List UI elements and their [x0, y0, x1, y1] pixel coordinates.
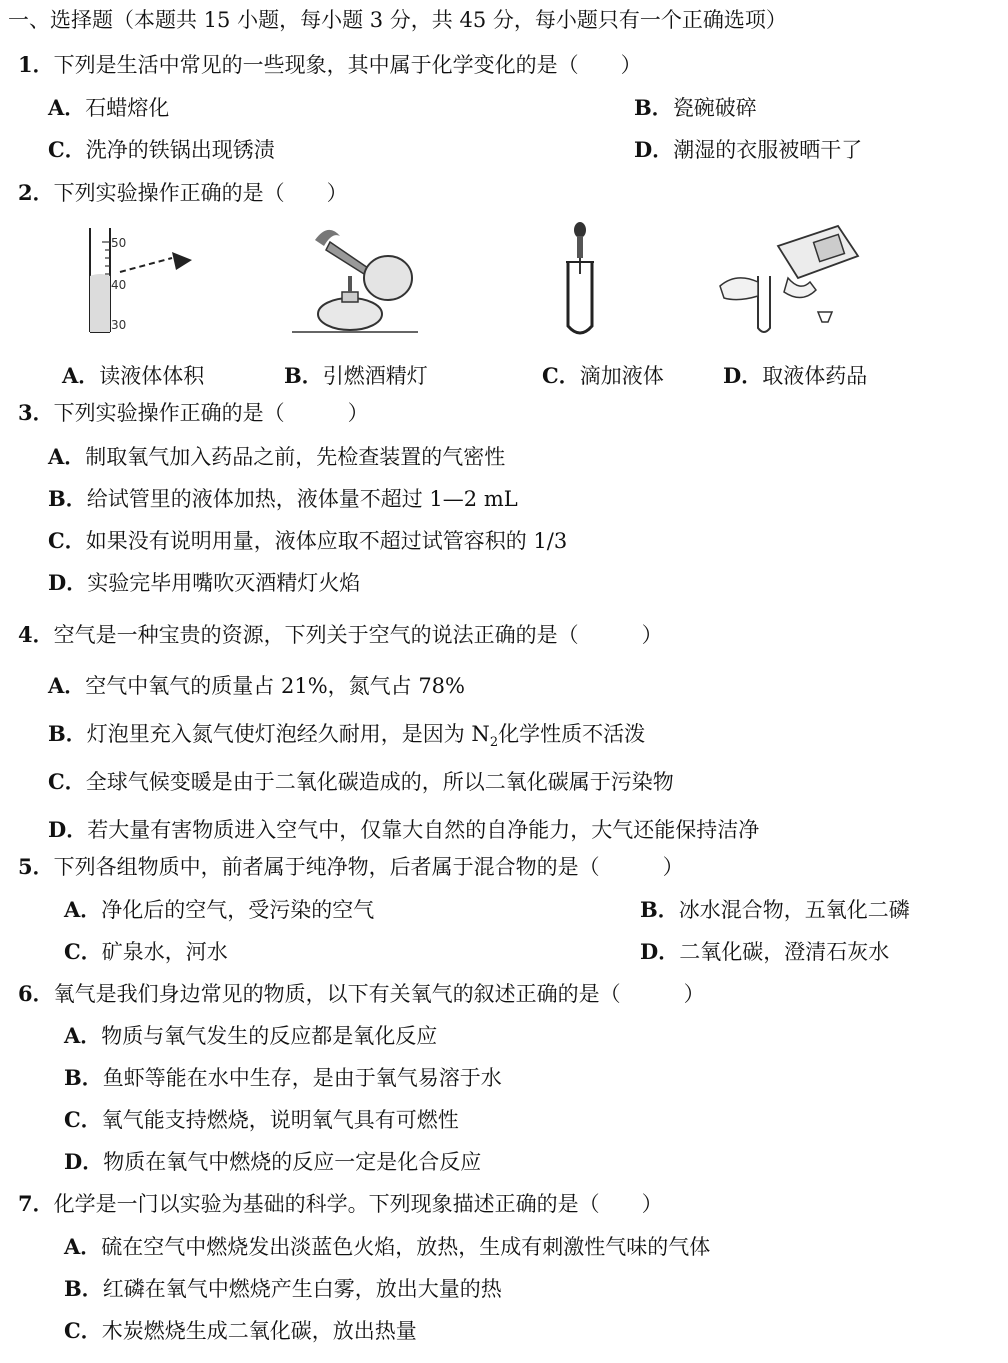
option-text: 取液体药品	[762, 364, 868, 388]
flame-icon	[315, 230, 340, 246]
option-text: 木炭燃烧生成二氧化碳，放出热量	[101, 1319, 417, 1343]
option-text: 若大量有害物质进入空气中，仅靠大自然的自净能力，大气还能保持洁净	[87, 818, 760, 842]
option-letter: C．	[48, 137, 86, 162]
q6-option-b[interactable]	[64, 1065, 502, 1091]
option-text: 氧气能支持燃烧，说明氧气具有可燃性	[101, 1108, 459, 1132]
option-letter: C．	[48, 528, 86, 553]
q3-option-a[interactable]	[48, 444, 505, 470]
option-text: 红磷在氧气中燃烧产生白雾，放出大量的热	[102, 1277, 502, 1301]
option-text: 潮湿的衣服被晒干了	[673, 138, 863, 162]
option-text: 给试管里的液体加热，液体量不超过 1—2 mL	[86, 487, 518, 511]
option-text: 引燃酒精灯	[322, 364, 428, 388]
option-text: 净化后的空气，受污染的空气	[101, 898, 375, 922]
option-letter: D．	[48, 817, 88, 842]
option-letter: C．	[48, 769, 86, 794]
q2-option-b[interactable]	[284, 360, 428, 390]
section-title: 一、选择题（本题共 15 小题，每小题 3 分，共 45 分，每小题只有一个正确选项）	[8, 8, 787, 32]
question-5-stem	[18, 854, 684, 880]
q2-option-d[interactable]	[723, 360, 867, 390]
option-letter: B．	[640, 897, 679, 922]
option-text: 物质与氧气发生的反应都是氧化反应	[101, 1024, 438, 1048]
question-text: 下列各组物质中，前者属于纯净物，后者属于混合物的是（ ）	[53, 855, 684, 879]
option-text: 石蜡熔化	[85, 96, 170, 120]
option-text: 空气中氧气的质量占 21%，氮气占 78%	[85, 674, 465, 698]
q7-option-a[interactable]	[64, 1234, 710, 1260]
option-text: 矿泉水，河水	[101, 940, 228, 964]
option-text: 物质在氧气中燃烧的反应一定是化合反应	[103, 1150, 482, 1174]
q2-option-a[interactable]	[62, 360, 204, 390]
question-7-stem	[18, 1191, 663, 1217]
option-letter: B．	[48, 486, 87, 511]
option-letter: A．	[64, 897, 102, 922]
option-letter: A．	[64, 1023, 102, 1048]
question-text: 下列实验操作正确的是（ ）	[53, 401, 369, 425]
option-letter: C．	[542, 363, 580, 388]
option-text: 如果没有说明用量，液体应取不超过试管容积的 1/3	[85, 529, 568, 553]
question-text: 空气是一种宝贵的资源，下列关于空气的说法正确的是（ ）	[53, 623, 663, 647]
question-number: 5．	[18, 854, 54, 879]
q7-option-b[interactable]	[64, 1276, 502, 1302]
tick-label-50: 50	[111, 236, 127, 250]
option-letter: D．	[640, 939, 680, 964]
pour-liquid-figure	[718, 216, 868, 338]
q4-option-c[interactable]	[48, 769, 674, 795]
option-letter: A．	[64, 1234, 102, 1259]
question-number: 4．	[18, 622, 54, 647]
q5-option-b[interactable]	[640, 897, 910, 923]
option-text: 实验完毕用嘴吹灭酒精灯火焰	[87, 571, 361, 595]
question-3-stem	[18, 400, 369, 426]
option-text: 硫在空气中燃烧发出淡蓝色火焰，放热，生成有刺激性气味的气体	[101, 1235, 711, 1259]
question-1-stem	[18, 52, 642, 78]
option-text: 鱼虾等能在水中生存，是由于氧气易溶于水	[102, 1066, 502, 1090]
option-letter: A．	[48, 95, 86, 120]
option-letter: C．	[64, 1318, 102, 1343]
option-text: 灯泡里充入氮气使灯泡经久耐用，是因为 N	[86, 722, 490, 746]
option-letter: B．	[284, 363, 323, 388]
option-letter: A．	[62, 363, 100, 388]
question-text: 氧气是我们身边常见的物质，以下有关氧气的叙述正确的是（ ）	[53, 982, 705, 1006]
option-text: 冰水混合物，五氧化二磷	[678, 898, 910, 922]
q3-option-b[interactable]	[48, 486, 518, 512]
question-4-stem	[18, 622, 663, 648]
q1-option-d[interactable]	[634, 137, 862, 163]
option-letter: B．	[64, 1065, 103, 1090]
option-text: 瓷碗破碎	[672, 96, 757, 120]
question-number: 7．	[18, 1191, 54, 1216]
question-number: 6．	[18, 981, 54, 1006]
q1-option-b[interactable]	[634, 95, 757, 121]
option-letter: C．	[64, 939, 102, 964]
q3-option-c[interactable]	[48, 528, 567, 554]
option-letter: D．	[634, 137, 674, 162]
q5-option-c[interactable]	[64, 939, 228, 965]
q4-option-a[interactable]	[48, 673, 465, 699]
question-text: 下列是生活中常见的一些现象，其中属于化学变化的是（ ）	[53, 53, 642, 77]
question-2-stem	[18, 180, 348, 206]
option-letter: B．	[48, 721, 87, 746]
question-text: 化学是一门以实验为基础的科学。下列现象描述正确的是（ ）	[53, 1192, 663, 1216]
option-letter: B．	[64, 1276, 103, 1301]
subscript: 2	[489, 735, 499, 751]
option-text: 二氧化碳，澄清石灰水	[679, 940, 890, 964]
option-letter: A．	[48, 444, 86, 469]
option-letter: D．	[64, 1149, 104, 1174]
q4-option-d[interactable]	[48, 817, 759, 843]
question-number: 2．	[18, 180, 54, 205]
q1-option-a[interactable]	[48, 95, 169, 121]
question-6-stem	[18, 981, 705, 1007]
tick-label-40: 40	[111, 278, 127, 292]
graduated-cylinder-figure	[80, 228, 220, 340]
question-number: 1．	[18, 52, 54, 77]
tick-label-30: 30	[111, 318, 127, 332]
option-letter: B．	[634, 95, 673, 120]
q1-option-c[interactable]	[48, 137, 275, 163]
q6-option-c[interactable]	[64, 1107, 459, 1133]
eye-icon	[172, 252, 192, 270]
q6-option-d[interactable]	[64, 1149, 481, 1175]
q4-option-b[interactable]	[48, 721, 645, 751]
q3-option-d[interactable]	[48, 570, 360, 596]
q7-option-c[interactable]	[64, 1318, 417, 1344]
option-text: 制取氧气加入药品之前，先检查装置的气密性	[85, 445, 506, 469]
q6-option-a[interactable]	[64, 1023, 437, 1049]
option-letter: A．	[48, 673, 86, 698]
dropper-test-tube-figure	[560, 218, 600, 340]
q5-option-a[interactable]	[64, 897, 374, 923]
question-text: 下列实验操作正确的是（ ）	[53, 181, 348, 205]
option-text: 全球气候变暖是由于二氧化碳造成的，所以二氧化碳属于污染物	[85, 770, 674, 794]
option-letter: D．	[723, 363, 763, 388]
option-text-after: 化学性质不活泼	[498, 722, 646, 746]
hand-icon	[720, 278, 758, 300]
alcohol-lamp-figure	[290, 222, 420, 340]
q5-option-d[interactable]	[640, 939, 889, 965]
option-letter: C．	[64, 1107, 102, 1132]
q2-option-c[interactable]	[542, 360, 664, 390]
option-letter: D．	[48, 570, 88, 595]
option-text: 读液体体积	[99, 364, 205, 388]
option-text: 洗净的铁锅出现锈渍	[85, 138, 275, 162]
option-text: 滴加液体	[579, 364, 664, 388]
question-number: 3．	[18, 400, 54, 425]
